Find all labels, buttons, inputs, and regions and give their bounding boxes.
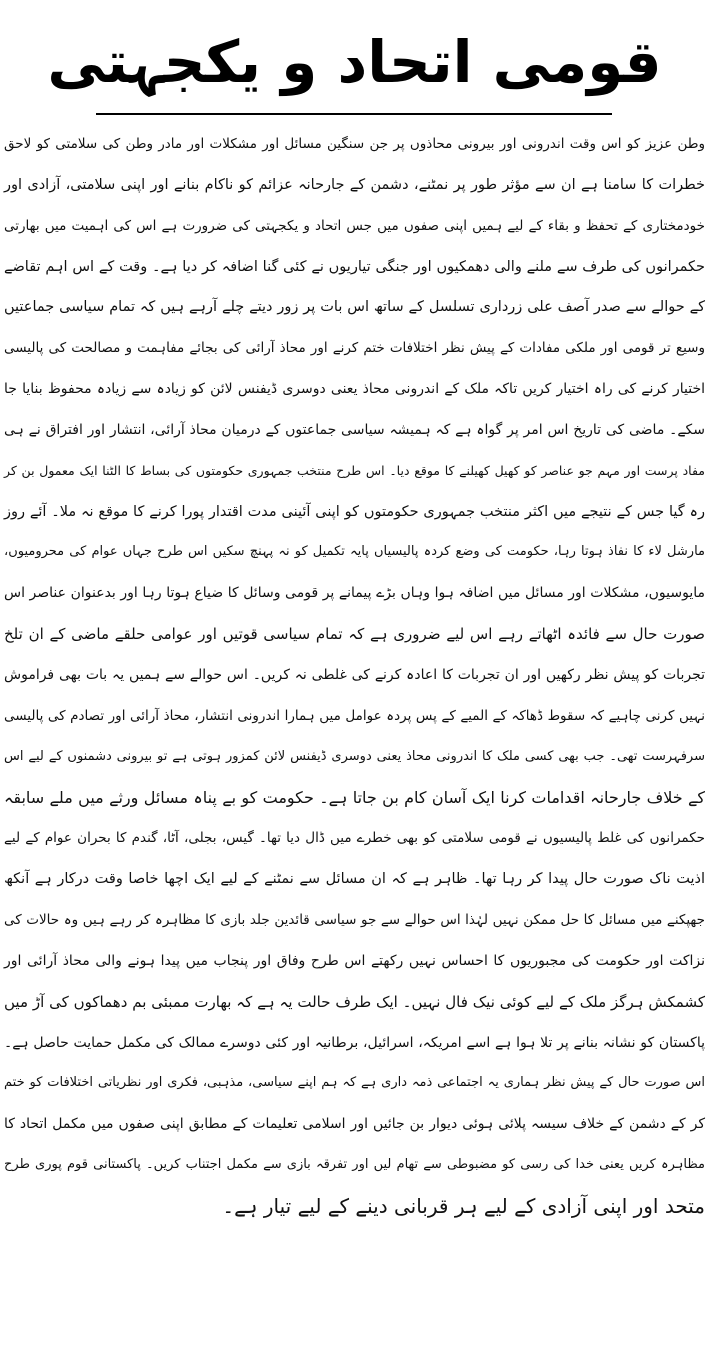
body-line: حکمرانوں کی طرف سے ملنے والی دھمکیوں اور جنگی تیاریوں نے کئی گنا اضافہ کر دیا ہے۔ وقت کے اس اہم تقاضے [4, 258, 705, 275]
body-line: مظاہرہ کریں یعنی خدا کی رسی کو مضبوطی سے تھام لیں اور تفرقہ بازی سے مکمل اجتناب کریں۔ پاکستانی قوم پوری طرح [4, 1157, 705, 1173]
body-line: نہیں کرنی چاہیے کہ سقوط ڈھاکہ کے المیے کے پس پردہ عوامل میں ہمارا اندرونی انتشار، محاذ آرائی اور تصادم کی پالیسی [4, 707, 705, 724]
body-line: خطرات کا سامنا ہے ان سے مؤثر طور پر نمٹنے، دشمن کے جارحانہ عزائم کو ناکام بنانے اور اپنی سلامتی، آزادی اور [4, 176, 705, 193]
body-line: سرفہرست تھی۔ جب بھی کسی ملک کا اندرونی محاذ یعنی دوسری ڈیفنس لائن کمزور ہوتی ہے تو بیرونی دشمنوں کے لیے اس [4, 748, 705, 764]
body-line: وطن عزیز کو اس وقت اندرونی اور بیرونی محاذوں پر جن سنگین مسائل اور مشکلات اور مادر وطن کی سلامتی کو لاحق [4, 136, 705, 152]
body-line: پاکستان کو نشانہ بنانے پر تلا ہوا ہے اسے امریکہ، اسرائیل، برطانیہ اور کئی دوسرے ممالک کی مکمل حمایت حاصل ہے۔ [4, 1034, 705, 1051]
body-line: کشمکش ہرگز ملک کے لیے کوئی نیک فال نہیں۔ ایک طرف حالت یہ ہے کہ بھارت ممبئی بم دھماکوں کی آڑ میں [4, 992, 705, 1011]
body-line: تجربات کو پیش نظر رکھیں اور ان تجربات کا اعادہ کرنے کی غلطی نہ کریں۔ اس حوالے سے ہمیں یہ بات بھی فراموش [4, 666, 705, 683]
body-line: کر کے دشمن کے خلاف سیسہ پلائی ہوئی دیوار بن جائیں اور اسلامی تعلیمات کے مطابق اپنی صفوں میں مکمل اتحاد کا [4, 1116, 705, 1133]
body-line: جھپکنے میں مسائل کا حل ممکن نہیں لہٰذا اس حوالے سے جو سیاسی قائدین جلد بازی کا مظاہرہ کر رہے ہیں وہ حالات کی [4, 912, 705, 929]
headline-underline [96, 113, 612, 115]
body-line: اختیار کرنے کی راہ اختیار کریں تاکہ ملک کے اندرونی محاذ یعنی دوسری ڈیفنس لائن کو زیادہ سے زیادہ محفوظ بنایا جا [4, 381, 705, 398]
body-line: حکمرانوں کی غلط پالیسیوں نے قومی سلامتی کو بھی خطرے میں ڈال دیا تھا۔ گیس، بجلی، آٹا، گندم کا بحران عوام کے لیے [4, 830, 705, 847]
body-line: اذیت ناک صورت حال پیدا کر رہا تھا۔ ظاہر ہے کہ ان مسائل سے نمٹنے کے لیے ایک اچھا خاصا وقت درکار ہے آنکھ [4, 871, 705, 888]
body-line: مایوسیوں، مشکلات اور مسائل میں اضافہ ہوا وہاں بڑے پیمانے پر قومی وسائل کا ضیاع ہوتا رہا اور بدعنوان عناصر اس [4, 585, 705, 602]
body-line: کے خلاف جارحانہ اقدامات کرنا ایک آسان کام بن جاتا ہے۔ حکومت کو بے پناہ مسائل ورثے میں ملے سابقہ [4, 787, 705, 807]
article-body [0, 124, 709, 1227]
body-line: کے حوالے سے صدر آصف علی زرداری تسلسل کے ساتھ اس بات پر زور دیتے چلے آرہے ہیں کہ تمام سیاسی جماعتیں [4, 299, 705, 316]
body-line: وسیع تر قومی اور ملکی مفادات کے پیش نظر اختلافات ختم کرنے اور محاذ آرائی کی بجائے مفاہمت و مصالحت کی پالیسی [4, 340, 705, 357]
body-line: اس صورت حال کے پیش نظر ہماری یہ اجتماعی ذمہ داری ہے کہ ہم اپنے سیاسی، مذہبی، فکری اور نظریاتی اختلافات کو ختم [4, 1075, 705, 1091]
body-line: مارشل لاء کا نفاذ ہوتا رہا، حکومت کی وضع کردہ پالیسیاں پایہ تکمیل کو نہ پہنچ سکیں اس طرح جہاں عوام کی محرومیوں، [4, 544, 705, 560]
body-line: نزاکت اور حکومت کی مجبوریوں کا احساس نہیں رکھتے اس طرح وفاق اور پنجاب میں پیدا ہونے والی محاذ آرائی اور [4, 952, 705, 969]
body-line: صورت حال سے فائدہ اٹھاتے رہے اس لیے ضروری ہے کہ تمام سیاسی قوتیں اور عوامی حلقے ماضی کے ان تلخ [4, 625, 705, 644]
body-line: خودمختاری کے تحفظ و بقاء کے لیے ہمیں اپنی صفوں میں جس اتحاد و یکجہتی کی ضرورت ہے اس کی اہمیت میں بھارتی [4, 217, 705, 234]
body-line-last: متحد اور اپنی آزادی کے لیے ہر قربانی دینے کے لیے تیار ہے۔ [222, 1193, 705, 1218]
body-line: سکے۔ ماضی کی تاریخ اس امر پر گواہ ہے کہ ہمیشہ سیاسی جماعتوں کے درمیان محاذ آرائی، انتشار اور افتراق نے ہی [4, 421, 705, 438]
body-line: مفاد پرست اور مہم جو عناصر کو کھیل کھیلنے کا موقع دیا۔ اس طرح منتخب جمہوری حکومتوں کی بساط کا الٹنا ایک معمول بن کر [4, 462, 705, 478]
article-headline: قومی اتحاد و یکجہتی [47, 28, 662, 96]
body-line: رہ گیا جس کے نتیجے میں اکثر منتخب جمہوری حکومتوں کو اپنی آئینی مدت اقتدار پورا کرنے کا موقع نہ ملا۔ آئے روز [4, 503, 705, 520]
